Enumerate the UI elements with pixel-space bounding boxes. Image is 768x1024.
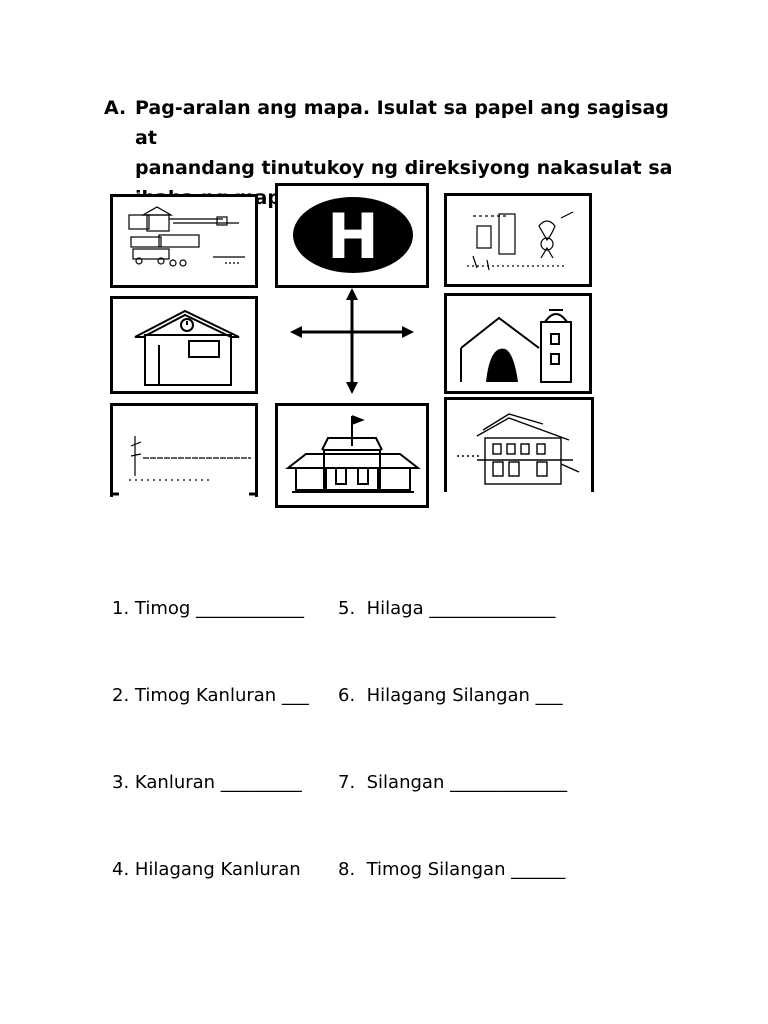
south-arrow-icon	[346, 382, 358, 394]
question-item: 3. Kanluran _________	[112, 772, 302, 793]
north-arrow-icon	[346, 288, 358, 300]
question-item: 4. Hilagang Kanluran	[112, 859, 301, 880]
compass-arrows	[284, 286, 424, 396]
east-arrow-icon	[402, 326, 414, 338]
hospital-letter: H	[327, 200, 379, 273]
question-item: 8. Timog Silangan ______	[338, 859, 566, 880]
school-building-picture	[110, 296, 258, 394]
question-item: 2. Timog Kanluran ___	[112, 685, 309, 706]
west-arrow-icon	[290, 326, 302, 338]
school-flag-picture	[275, 403, 429, 508]
question-item: 6. Hilagang Silangan ___	[338, 685, 563, 706]
questions-right	[338, 536, 567, 913]
question-item: 1. Timog ____________	[112, 598, 305, 619]
house-vehicles-picture	[110, 194, 258, 288]
question-item: 7. Silangan _____________	[338, 772, 568, 793]
instruction-line: mapa.	[234, 187, 301, 209]
question-item: 5. Hilaga ______________	[338, 598, 556, 619]
hospital-sign-picture	[275, 183, 429, 288]
church-picture	[444, 293, 592, 394]
instruction-marker: A.	[104, 97, 127, 119]
instruction-line: panandang tinutukoy ng direksiyong nakasulat sa	[135, 157, 673, 179]
plaza-scene-picture	[444, 193, 592, 287]
rice-field-picture	[110, 403, 258, 497]
instruction-line: Pag-aralan ang mapa. Isulat sa papel ang sagisag at	[135, 97, 669, 149]
municipal-hall-picture	[444, 397, 594, 492]
questions-left	[112, 536, 309, 913]
